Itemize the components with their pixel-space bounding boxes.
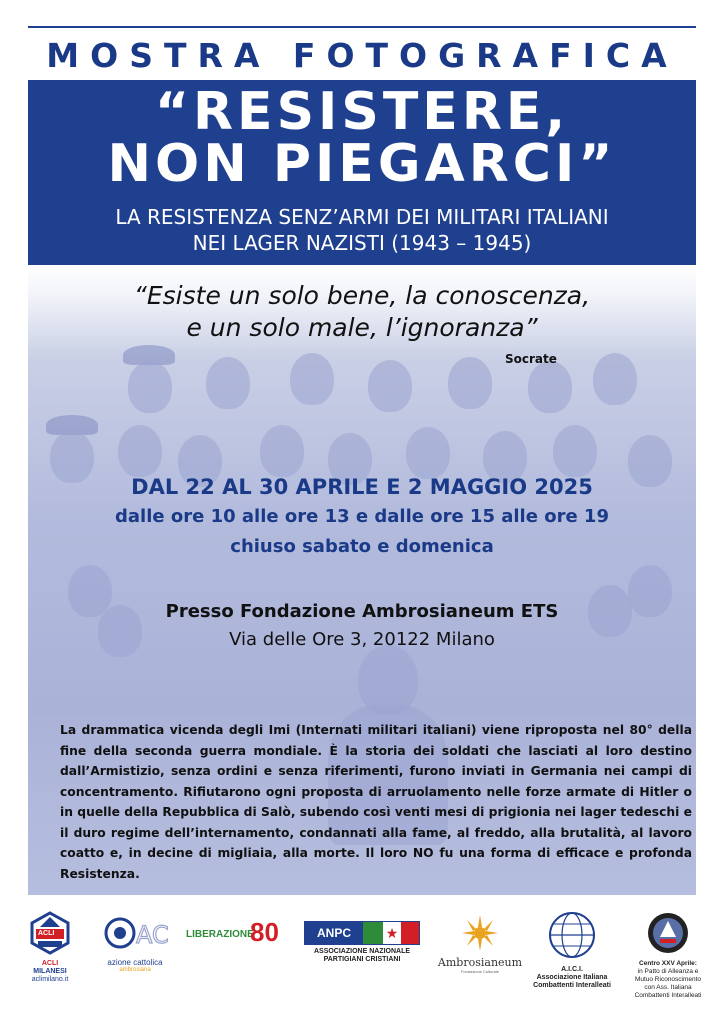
globe-icon xyxy=(546,909,598,961)
photo-figure xyxy=(553,425,597,477)
description-emphasis: NO xyxy=(412,846,434,860)
top-rule xyxy=(28,26,696,28)
centro-emblem-icon xyxy=(646,911,690,955)
venue xyxy=(28,598,696,654)
centro-line3: Mutuo Riconoscimento xyxy=(634,976,702,983)
centro-line4: con Ass. Italiana xyxy=(644,984,692,991)
description-text: La drammatica vicenda degli Imi (Internati militari italiani) viene riproposta nel 80° della fine della seconda guerra mondiale. È la storia dei soldati che lasciati al loro destino dall’Armistizio, senza ordini e senza riferimenti, furono inviati in Germania nei campi di concentramento. Rifiutarono ogni proposta di arruolamento nelle forze armate di Hitler o in quelle della Repubblica di Salò, subendo così venti mesi di prigionia nei lager tedeschi e il duro regime dell’internamento, condannati alla fame, al freddo, alla brutalità, al lavoro coatto e, in decine di migliaia, alla morte. Il loro xyxy=(60,723,692,860)
acli-city: MILANESI xyxy=(33,968,67,975)
venue-address: Via delle Ore 3, 20122 Milano xyxy=(229,629,495,650)
description-paragraph xyxy=(60,720,692,884)
photo-figure xyxy=(448,357,492,409)
centro-line5: Combattenti Interalleati xyxy=(634,992,702,999)
schedule xyxy=(28,472,696,562)
centro-line2: in Patto di Alleanza e xyxy=(637,968,699,975)
closed-days: chiuso sabato e domenica xyxy=(230,536,494,557)
acli-name: ACLI xyxy=(41,960,59,967)
anpc-line1: ASSOCIAZIONE NAZIONALE xyxy=(313,948,411,955)
aici-logo xyxy=(532,909,612,990)
photo-figure xyxy=(128,361,172,413)
azione-cattolica-emblem-icon xyxy=(100,913,170,953)
title-banner xyxy=(28,80,696,265)
subtitle-line-1: LA RESISTENZA SENZ’ARMI DEI MILITARI ITALIANI xyxy=(115,205,609,229)
svg-text:AC: AC xyxy=(136,921,169,949)
photo-figure xyxy=(118,425,162,477)
photo-figure xyxy=(593,353,637,405)
centro-line1: Centro XXV Aprile: xyxy=(639,960,697,967)
acli-url: aclimilano.it xyxy=(31,976,69,983)
acli-logo xyxy=(22,911,78,984)
title-line-1: “RESISTERE, xyxy=(154,82,570,142)
description-text-end: fu una forma di efficace e profonda Resistenza. xyxy=(60,846,692,881)
anpc-badge: ANPC xyxy=(305,922,363,944)
exhibition-dates: DAL 22 AL 30 APRILE E 2 MAGGIO 2025 xyxy=(131,475,593,499)
photo-figure xyxy=(290,353,334,405)
quote-line-1: “Esiste un solo bene, la conoscenza, xyxy=(133,281,591,310)
opening-hours: dalle ore 10 alle ore 13 e dalle ore 15 alle ore 19 xyxy=(115,506,609,527)
poster-title xyxy=(28,82,696,194)
anpc-logo xyxy=(304,921,420,964)
azione-cattolica-sub: ambrosiana xyxy=(119,967,151,973)
star-icon: ★ xyxy=(383,922,401,944)
anpc-flag xyxy=(304,921,420,945)
photo-figure xyxy=(528,361,572,413)
anpc-line2: PARTIGIANI CRISTIANI xyxy=(323,956,401,963)
poster-subtitle xyxy=(28,204,696,256)
quote-line-2: e un solo male, l’ignoranza” xyxy=(186,313,538,342)
ambrosianeum-logo xyxy=(430,915,530,974)
liberazione-80-logo xyxy=(184,919,288,949)
centro-xxv-aprile-logo xyxy=(620,911,716,1000)
sun-icon xyxy=(460,915,500,951)
exhibition-kicker: MOSTRA FOTOGRAFICA xyxy=(46,36,678,75)
quote xyxy=(28,280,696,344)
flag-green xyxy=(363,922,383,944)
ambrosianeum-name: Ambrosianeum xyxy=(437,956,523,969)
venue-name: Presso Fondazione Ambrosianeum ETS xyxy=(165,601,559,622)
quote-author: Socrate xyxy=(505,352,557,366)
liberazione-number: 80 xyxy=(250,917,279,947)
aici-line3: Combattenti Interalleati xyxy=(533,982,611,989)
aici-acronym: A.I.C.I. xyxy=(561,966,583,973)
aici-line2: Associazione Italiana xyxy=(536,974,608,981)
photo-figure xyxy=(368,360,412,412)
flag-red xyxy=(401,922,419,944)
subtitle-line-2: NEI LAGER NAZISTI (1943 – 1945) xyxy=(192,231,532,255)
title-line-2: NON PIEGARCI” xyxy=(107,134,617,194)
ambrosianeum-small: Fondazione Culturale xyxy=(460,969,500,974)
photo-figure xyxy=(206,357,250,409)
azione-cattolica-logo xyxy=(96,913,174,973)
partner-logos xyxy=(0,905,724,1020)
acli-badge-text: ACLI xyxy=(38,930,55,937)
liberazione-text: LIBERAZIONE xyxy=(186,929,254,940)
photo-figure xyxy=(260,425,304,477)
azione-cattolica-name: azione cattolica xyxy=(107,958,163,967)
